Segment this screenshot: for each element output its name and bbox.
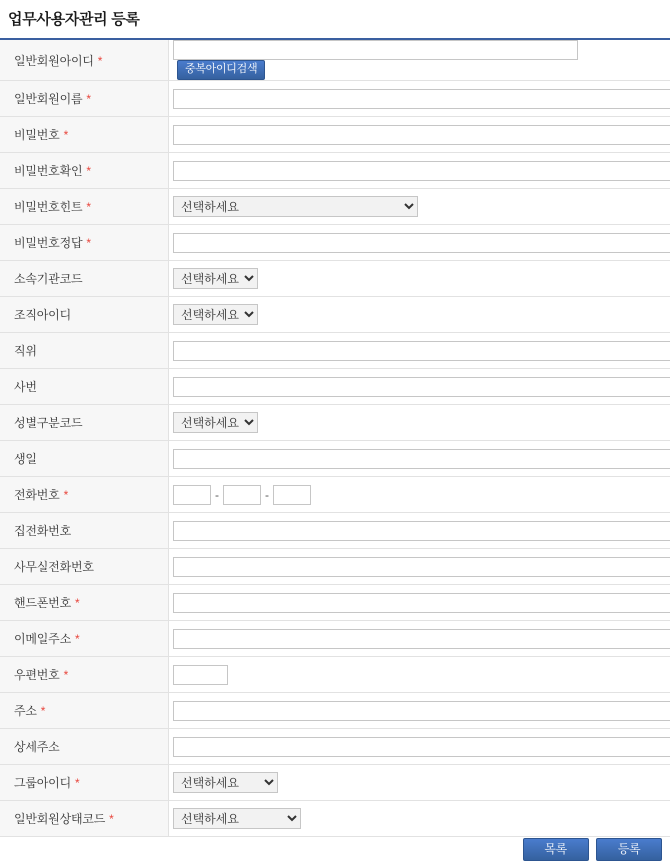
row-input-cell <box>169 765 670 801</box>
zipcode-input[interactable] <box>173 665 228 685</box>
position-input[interactable] <box>173 341 670 361</box>
field-label: 사번 <box>14 380 37 394</box>
required-mark: * <box>40 704 46 718</box>
row-input-cell <box>169 225 670 261</box>
table-row <box>0 405 670 441</box>
field-label: 이메일주소 <box>14 632 71 646</box>
row-input-cell <box>169 621 670 657</box>
row-input-cell <box>169 405 670 441</box>
phone-part3-input[interactable] <box>273 485 311 505</box>
required-mark: * <box>63 668 69 682</box>
table-row <box>0 81 670 117</box>
organization-code-select[interactable] <box>173 268 258 289</box>
table-row <box>0 765 670 801</box>
row-label-cell <box>0 405 169 441</box>
phone-part2-input[interactable] <box>223 485 261 505</box>
employee-number-input[interactable] <box>173 377 670 397</box>
field-label: 상세주소 <box>14 740 60 754</box>
member-id-input[interactable] <box>173 40 578 60</box>
user-registration-form <box>0 40 670 837</box>
table-row <box>0 189 670 225</box>
required-mark: * <box>74 776 80 790</box>
row-label-cell <box>0 225 169 261</box>
row-label-cell <box>0 513 169 549</box>
member-name-input[interactable] <box>173 89 670 109</box>
table-row <box>0 40 670 81</box>
row-input-cell <box>169 657 670 693</box>
field-label: 일반회원상태코드 <box>14 812 106 826</box>
address-input[interactable] <box>173 701 670 721</box>
row-input-cell <box>169 333 670 369</box>
form-action-bar <box>519 838 662 861</box>
table-row <box>0 441 670 477</box>
password-input[interactable] <box>173 125 670 145</box>
required-mark: * <box>86 236 91 250</box>
detail-address-input[interactable] <box>173 737 670 757</box>
required-mark: * <box>63 488 69 502</box>
row-input-cell <box>169 40 670 81</box>
table-row <box>0 801 670 837</box>
password-answer-input[interactable] <box>173 233 670 253</box>
duplicate-id-search-button[interactable]: 중복아이디검색 <box>177 60 265 80</box>
row-input-cell <box>169 693 670 729</box>
field-label: 핸드폰번호 <box>14 596 71 610</box>
row-input-cell <box>169 153 670 189</box>
field-label: 집전화번호 <box>14 524 71 538</box>
field-label: 일반회원아이디 <box>14 53 94 68</box>
table-row <box>0 477 670 513</box>
row-input-cell <box>169 261 670 297</box>
field-label: 조직아이디 <box>14 308 71 322</box>
row-input-cell <box>169 549 670 585</box>
register-button[interactable]: 등록 <box>596 838 662 861</box>
row-input-cell <box>169 477 670 513</box>
row-input-cell <box>169 369 670 405</box>
row-input-cell <box>169 189 670 225</box>
form-body <box>0 40 670 837</box>
member-status-code-select[interactable] <box>173 808 301 829</box>
required-mark: * <box>86 200 91 214</box>
table-row <box>0 333 670 369</box>
row-label-cell <box>0 765 169 801</box>
table-row <box>0 657 670 693</box>
row-label-cell <box>0 189 169 225</box>
required-mark: * <box>86 164 91 178</box>
field-label: 우편번호 <box>14 668 60 682</box>
field-label: 전화번호 <box>14 488 60 502</box>
birthday-input[interactable] <box>173 449 670 469</box>
row-input-cell <box>169 117 670 153</box>
field-label: 비밀번호정답 <box>14 236 83 250</box>
table-row <box>0 585 670 621</box>
row-label-cell <box>0 549 169 585</box>
field-label: 그룹아이디 <box>14 776 71 790</box>
row-label-cell <box>0 801 169 837</box>
table-row <box>0 153 670 189</box>
field-label: 직위 <box>14 344 37 358</box>
row-input-cell <box>169 513 670 549</box>
table-row <box>0 621 670 657</box>
row-input-cell <box>169 729 670 765</box>
row-label-cell <box>0 333 169 369</box>
row-label-cell <box>0 621 169 657</box>
password-confirm-input[interactable] <box>173 161 670 181</box>
field-label: 성별구분코드 <box>14 416 83 430</box>
field-label: 일반회원이름 <box>14 92 83 106</box>
organization-id-select[interactable] <box>173 304 258 325</box>
table-row <box>0 225 670 261</box>
field-label: 주소 <box>14 704 37 718</box>
mobile-phone-input[interactable] <box>173 593 670 613</box>
row-input-cell <box>169 801 670 837</box>
page-title: 업무사용자관리 등록 <box>8 11 140 28</box>
group-id-select[interactable] <box>173 772 278 793</box>
phone-separator: - <box>215 487 219 502</box>
field-label: 사무실전화번호 <box>14 560 94 574</box>
required-mark: * <box>86 92 91 106</box>
required-mark: * <box>109 812 114 826</box>
row-label-cell <box>0 261 169 297</box>
row-label-cell <box>0 693 169 729</box>
table-row <box>0 117 670 153</box>
phone-separator: - <box>265 487 269 502</box>
table-row <box>0 261 670 297</box>
row-label-cell <box>0 441 169 477</box>
field-label: 비밀번호힌트 <box>14 200 83 214</box>
required-mark: * <box>63 128 69 142</box>
row-label-cell <box>0 297 169 333</box>
row-label-cell <box>0 585 169 621</box>
row-label-cell <box>0 117 169 153</box>
field-label: 소속기관코드 <box>14 272 83 286</box>
office-phone-input[interactable] <box>173 557 670 577</box>
row-input-cell <box>169 297 670 333</box>
row-input-cell <box>169 441 670 477</box>
phone-part1-input[interactable] <box>173 485 211 505</box>
gender-code-select[interactable] <box>173 412 258 433</box>
email-field[interactable] <box>173 629 670 649</box>
row-input-cell <box>169 81 670 117</box>
table-row <box>0 369 670 405</box>
field-label: 비밀번호확인 <box>14 164 83 178</box>
row-label-cell <box>0 369 169 405</box>
row-label-cell <box>0 729 169 765</box>
table-row <box>0 549 670 585</box>
row-label-cell <box>0 153 169 189</box>
required-mark: * <box>97 53 103 68</box>
row-label-cell <box>0 81 169 117</box>
table-row <box>0 729 670 765</box>
row-label-cell <box>0 657 169 693</box>
field-label: 비밀번호 <box>14 128 60 142</box>
table-row <box>0 513 670 549</box>
required-mark: * <box>74 596 80 610</box>
home-phone-input[interactable] <box>173 521 670 541</box>
row-input-cell <box>169 585 670 621</box>
row-label-cell <box>0 477 169 513</box>
table-row <box>0 693 670 729</box>
field-label: 생일 <box>14 452 37 466</box>
table-row <box>0 297 670 333</box>
list-button[interactable]: 목록 <box>523 838 589 861</box>
required-mark: * <box>74 632 80 646</box>
password-hint-select[interactable] <box>173 196 418 217</box>
row-label-cell <box>0 40 169 81</box>
